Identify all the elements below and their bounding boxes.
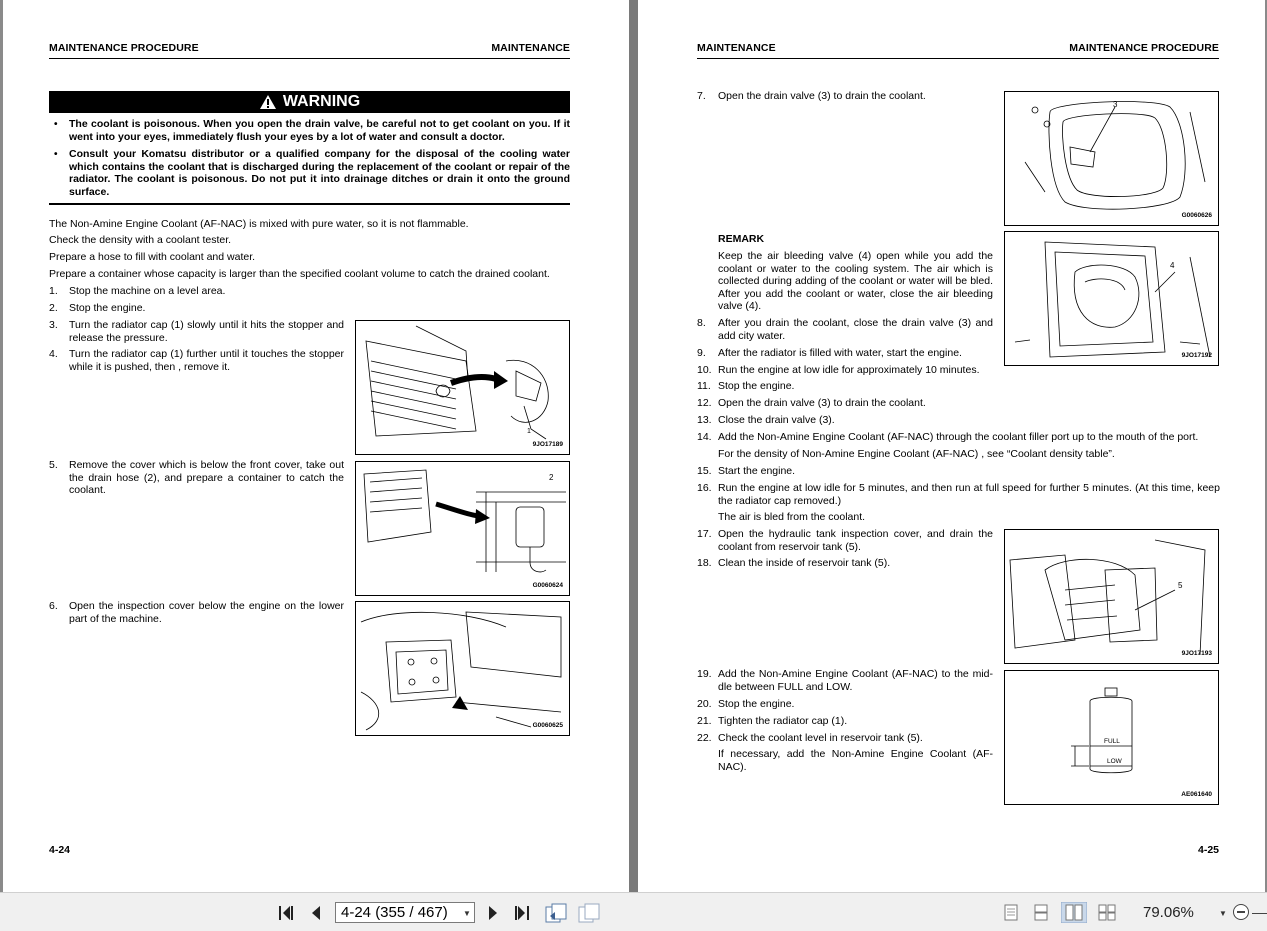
header-right: MAINTENANCE PROCEDURE <box>1069 42 1219 54</box>
figure-code: 9JO17189 <box>532 441 563 448</box>
drain-valve-illustration <box>1005 92 1218 225</box>
step-number: 1. <box>49 285 58 297</box>
step-text: Stop the engine. <box>718 698 795 710</box>
intro-line-4: Prepare a container whose capacity is larger than the specified coolant volume to catch the drained coolant. <box>49 268 550 280</box>
page-number-input[interactable]: 4-24 (355 / 467) <box>335 902 475 923</box>
warning-banner <box>49 91 570 113</box>
step-number: 19. <box>697 668 712 680</box>
last-page-icon[interactable] <box>513 904 531 922</box>
step-number: 10. <box>697 364 712 376</box>
step-number: 2. <box>49 302 58 314</box>
prev-page-icon[interactable] <box>309 904 323 922</box>
step-text: Stop the engine. <box>718 380 795 392</box>
step-number: 21. <box>697 715 712 727</box>
step-number: 12. <box>697 397 712 409</box>
figure-coolant-level <box>1004 670 1219 805</box>
callout-number: 4 <box>1170 261 1175 270</box>
step-14-note: For the density of Non-Amine Engine Coolant (AF-NAC) , see “Coolant density table”. <box>718 448 1115 460</box>
coolant-level-tank-illustration <box>1005 671 1218 804</box>
page-dropdown-arrow-icon[interactable]: ▼ <box>463 909 471 918</box>
step-text: Open the drain valve (3) to drain the coolant. <box>718 90 926 102</box>
step-text: Open the inspection cover below the engine on the lower part of the machine. <box>69 600 344 625</box>
step-number: 17. <box>697 528 712 540</box>
page-number: 4-25 <box>1197 844 1219 856</box>
step-text: Stop the machine on a level area. <box>69 285 226 297</box>
callout-number: 3 <box>1113 100 1118 109</box>
step-number: 13. <box>697 414 712 426</box>
next-view-icon[interactable] <box>577 902 601 924</box>
figure-code: AE061640 <box>1181 791 1212 798</box>
step-text: Clean the inside of reservoir tank (5). <box>718 557 891 569</box>
callout-number: 1 <box>527 428 531 435</box>
reservoir-tank-illustration <box>1005 530 1218 663</box>
figure-code: 9JO17192 <box>1181 352 1212 359</box>
two-page-icon[interactable] <box>1061 902 1087 923</box>
step-text: Remove the cover which is below the front cover, take out the drain hose (2), and prepare a container to catch the coolant. <box>69 459 344 496</box>
intro-line-1: The Non-Amine Engine Coolant (AF-NAC) is mixed with pure water, so it is not flammable. <box>49 218 469 230</box>
step-text: Turn the radiator cap (1) further until it touches the stopper while it is pushed, then , remove it. <box>69 348 344 373</box>
warning-bottom-rule <box>49 203 570 205</box>
document-page-left <box>3 0 629 892</box>
step-number: 3. <box>49 319 58 331</box>
callout-number: 2 <box>549 473 554 482</box>
step-text: Close the drain valve (3). <box>718 414 835 426</box>
viewer-gutter-middle <box>629 0 638 892</box>
step-text: Check the coolant level in reservoir tank (5). <box>718 732 923 744</box>
step-number: 22. <box>697 732 712 744</box>
step-text: Run the engine at low idle for 5 minutes, and then run at full speed for further 5 minutes. (At this time, keep the radiator cap removed.) <box>718 482 1220 507</box>
step-text: Run the engine at low idle for approximately 10 minutes. <box>718 364 980 376</box>
figure-radiator-cap <box>355 320 570 455</box>
figure-reservoir-tank <box>1004 529 1219 664</box>
intro-line-2: Check the density with a coolant tester. <box>49 234 232 246</box>
warning-item-2: Consult your Komatsu distributor or a qualified company for the disposal of the cooling water which contains the coolant that is discharged during the replacement of the coolant or repair of the radiator. The coolant is poisonous. Do not put it into drainage ditches or drain it onto the ground surface. <box>69 148 570 198</box>
step-text: Open the drain valve (3) to drain the coolant. <box>718 397 926 409</box>
figure-code: 9JO17193 <box>1181 650 1212 657</box>
warning-item-1: The coolant is poisonous. When you open the drain valve, be careful not to get coolant on you. If it went into your eyes, immediately flush your eyes by a lot of water and consult a doctor. <box>69 118 570 143</box>
zoom-slider-track[interactable] <box>1252 913 1267 914</box>
bullet: • <box>54 149 58 160</box>
step-text: Add the Non-Amine Engine Coolant (AF-NAC) through the coolant filler port up to the mouth of the port. <box>718 431 1199 443</box>
header-rule <box>697 58 1219 59</box>
figure-drain-hose <box>355 461 570 596</box>
zoom-out-icon[interactable] <box>1232 903 1250 921</box>
next-page-icon[interactable] <box>486 904 500 922</box>
step-text: Open the hydraulic tank inspection cover, and drain the coolant from reservoir tank (5). <box>718 528 993 553</box>
air-bleeding-valve-illustration <box>1005 232 1218 365</box>
remark-title: REMARK <box>718 233 765 245</box>
intro-line-3: Prepare a hose to fill with coolant and water. <box>49 251 256 263</box>
step-number: 16. <box>697 482 712 494</box>
bullet: • <box>54 119 58 130</box>
zoom-level[interactable]: 79.06% <box>1143 904 1194 921</box>
single-page-icon[interactable] <box>1003 904 1019 921</box>
page-number: 4-24 <box>49 844 71 856</box>
full-label: FULL <box>1104 738 1120 745</box>
figure-code: G0060626 <box>1181 212 1212 219</box>
previous-view-icon[interactable] <box>544 902 568 924</box>
step-16-note: The air is bled from the coolant. <box>718 511 866 523</box>
figure-drain-valve <box>1004 91 1219 226</box>
continuous-icon[interactable] <box>1033 904 1049 921</box>
step-number: 8. <box>697 317 706 329</box>
step-number: 18. <box>697 557 712 569</box>
step-text: Tighten the radiator cap (1). <box>718 715 848 727</box>
warning-icon <box>259 94 277 110</box>
step-number: 9. <box>697 347 706 359</box>
header-rule <box>49 58 570 59</box>
step-number: 14. <box>697 431 712 443</box>
figure-air-bleeding-valve <box>1004 231 1219 366</box>
header-left: MAINTENANCE PROCEDURE <box>49 42 199 54</box>
step-text: Turn the radiator cap (1) slowly until it hits the stopper and release the pressure. <box>69 319 344 344</box>
zoom-dropdown-arrow-icon[interactable]: ▼ <box>1219 909 1227 918</box>
step-number: 20. <box>697 698 712 710</box>
header-left: MAINTENANCE <box>697 42 776 54</box>
step-22-note: If necessary, add the Non-Amine Engine Coolant (AF-NAC). <box>718 748 993 773</box>
figure-code: G0060625 <box>532 722 563 729</box>
step-text: After you drain the coolant, close the drain valve (3) and add city water. <box>718 317 993 342</box>
document-page-right <box>638 0 1265 892</box>
step-text: After the radiator is filled with water, start the engine. <box>718 347 962 359</box>
step-text: Stop the engine. <box>69 302 146 314</box>
warning-title: WARNING <box>282 93 361 110</box>
header-right: MAINTENANCE <box>491 42 570 54</box>
step-number: 7. <box>697 90 706 102</box>
drain-hose-illustration <box>356 462 569 595</box>
step-text: Add the Non-Amine Engine Coolant (AF-NAC) to the mid-dle between FULL and LOW. <box>718 668 993 693</box>
two-page-continuous-icon[interactable] <box>1097 904 1117 921</box>
remark-text: Keep the air bleeding valve (4) open while you add the coolant or water to the cooling system. The air which is collected during adding of the coolant or water will be bled. After you add the coolant or water, close the air bleeding valve (4). <box>718 250 993 312</box>
figure-code: G0060624 <box>532 582 563 589</box>
step-number: 5. <box>49 459 58 471</box>
step-number: 6. <box>49 600 58 612</box>
first-page-icon[interactable] <box>277 904 295 922</box>
inspection-cover-illustration <box>356 602 569 735</box>
step-text: Start the engine. <box>718 465 796 477</box>
low-label: LOW <box>1107 758 1122 765</box>
step-number: 15. <box>697 465 712 477</box>
step-number: 4. <box>49 348 58 360</box>
step-number: 11. <box>697 380 711 392</box>
callout-number: 5 <box>1178 581 1183 590</box>
radiator-cap-illustration <box>356 321 569 454</box>
figure-inspection-cover <box>355 601 570 736</box>
